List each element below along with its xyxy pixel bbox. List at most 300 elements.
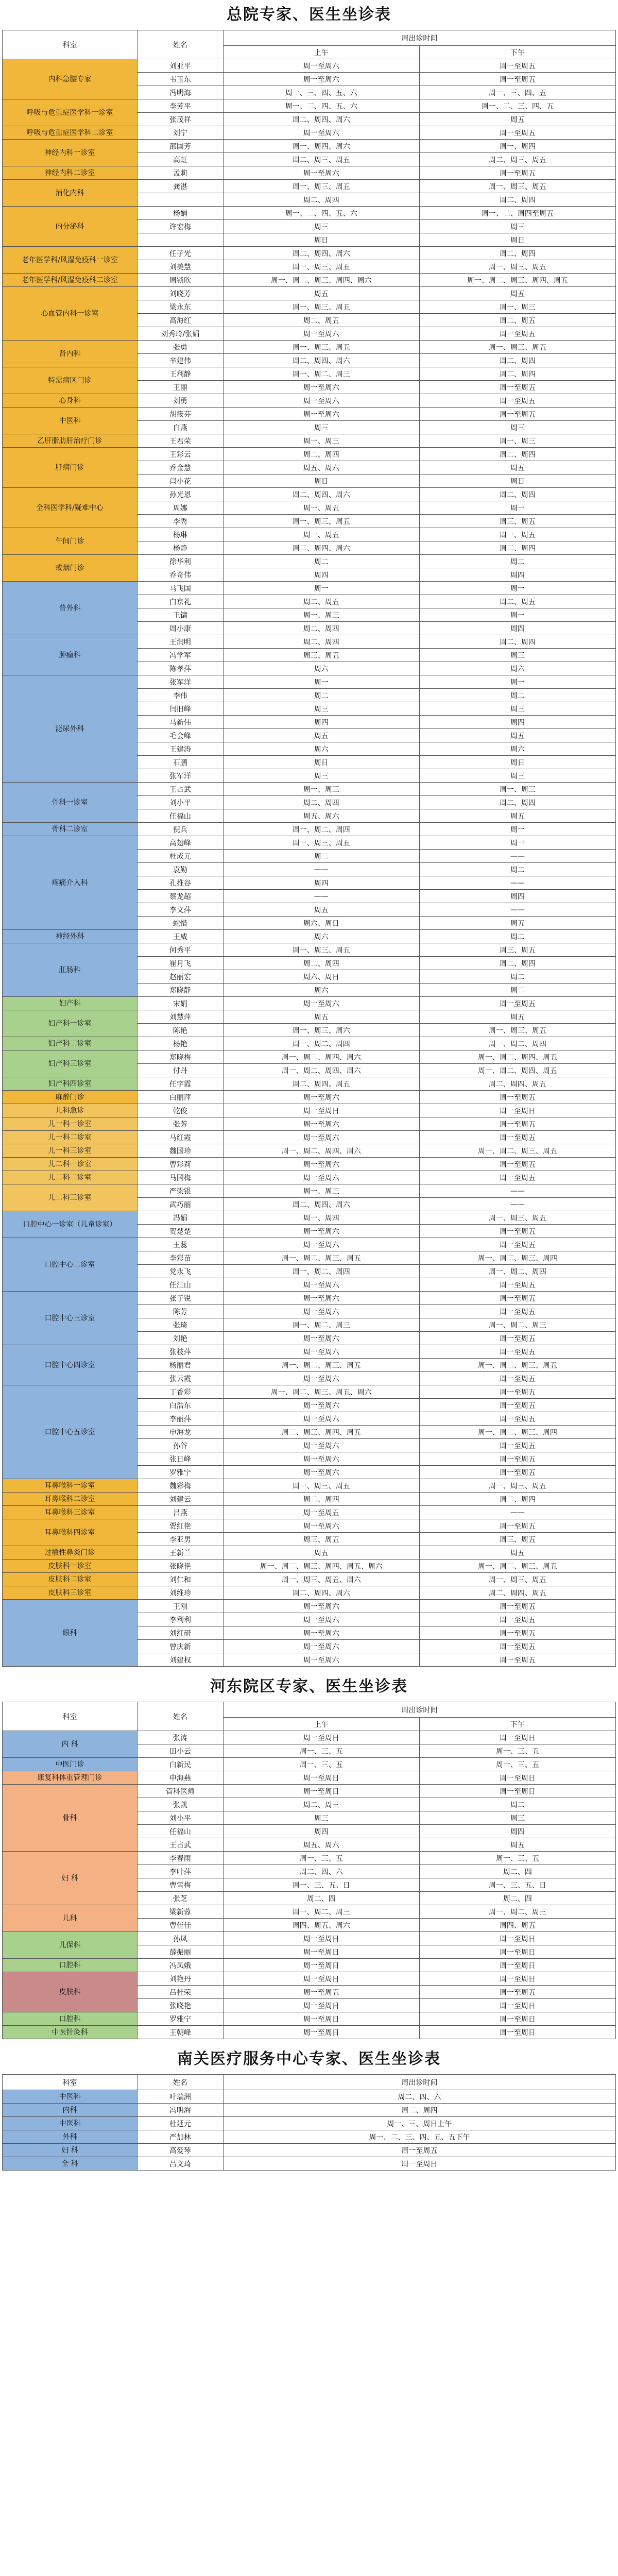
table-row	[3, 2104, 616, 2117]
am-schedule: 周一至周六	[223, 394, 419, 408]
dept-cell: 儿一科三诊室	[3, 1144, 138, 1158]
am-schedule: 周二、周四、周六	[223, 354, 419, 367]
pm-schedule: 周一、二、三、四、五	[419, 99, 615, 113]
schedule-table	[2, 2074, 616, 2171]
dept-cell: 耳鼻喉科三诊室	[3, 1506, 138, 1519]
doctor-name: 乾俊	[138, 1104, 224, 1117]
name-header: 姓名	[138, 1702, 224, 1731]
table-row	[3, 1852, 616, 1865]
doctor-name: 张凯	[138, 1798, 224, 1811]
table-row	[3, 1238, 616, 1251]
doctor-name: 李春雨	[138, 1852, 224, 1865]
table-row	[3, 1506, 616, 1519]
am-schedule: 周一至周六	[223, 1158, 419, 1171]
am-schedule: 周一、周三、周五	[223, 260, 419, 274]
doctor-name: 曾庆新	[138, 1640, 224, 1653]
pm-schedule: 周一、周三、周五	[419, 260, 615, 274]
doctor-name: 梁永东	[138, 300, 224, 314]
am-schedule: 周一、周三	[223, 1184, 419, 1198]
dept-cell: 肝病门诊	[3, 448, 138, 488]
pm-schedule: 周一、周三、周五	[419, 1479, 615, 1493]
doctor-name: 李芳平	[138, 99, 224, 113]
dept-cell: 口腔中心四诊室	[3, 1345, 138, 1385]
am-schedule: 周一至周日	[223, 1771, 419, 1785]
doctor-name: 张涛	[138, 1731, 224, 1744]
am-schedule: 周一至周六	[223, 1640, 419, 1653]
doctor-name: 贾红艳	[138, 1519, 224, 1533]
pm-schedule: 周五	[419, 729, 615, 742]
doctor-name: 周锁欣	[138, 274, 224, 287]
doctor-name: 刘亚平	[138, 59, 224, 73]
doctor-name: 张芝	[138, 1892, 224, 1905]
table-row	[3, 1158, 616, 1171]
doctor-name: 王利静	[138, 367, 224, 381]
table-row	[3, 635, 616, 649]
pm-schedule: 周二	[419, 930, 615, 943]
table-row	[3, 1184, 616, 1198]
am-schedule: 周三	[223, 421, 419, 434]
am-header: 上午	[223, 46, 419, 59]
table-row	[3, 408, 616, 421]
am-schedule: 周二、周五	[223, 314, 419, 327]
pm-schedule: 周二	[419, 555, 615, 568]
doctor-name: 武巧丽	[138, 1198, 224, 1211]
doctor-name: 何秀平	[138, 943, 224, 957]
pm-schedule: 周五	[419, 917, 615, 930]
am-schedule: 周六、周日	[223, 970, 419, 984]
am-schedule: 周一、三、五	[223, 1852, 419, 1865]
am-schedule: 周一至周日	[223, 1959, 419, 1972]
doctor-name: 许宏梅	[138, 220, 224, 233]
doctor-name: 马国梅	[138, 1171, 224, 1184]
doctor-name: 白燕	[138, 421, 224, 434]
am-schedule: 周一至周六	[223, 126, 419, 140]
am-schedule: 周二、周四	[223, 622, 419, 635]
pm-schedule: 周一、三、五	[419, 1852, 615, 1865]
dept-cell: 骨科	[3, 1785, 138, 1852]
pm-schedule: 周二、周四	[419, 488, 615, 501]
doctor-name: 孟莉	[138, 166, 224, 180]
pm-schedule: 周一、周二、周三、周五	[419, 1560, 615, 1573]
doctor-name: 周娜	[138, 501, 224, 515]
am-schedule: 周二、周四	[223, 635, 419, 649]
am-schedule: 周一、周三、周五、周六	[223, 1573, 419, 1586]
doctor-name: 乔奇伟	[138, 568, 224, 582]
pm-schedule: 周一	[419, 836, 615, 850]
doctor-name: 赵丽宏	[138, 970, 224, 984]
pm-schedule: 周五	[419, 809, 615, 823]
pm-schedule: ——	[419, 1184, 615, 1198]
pm-schedule: 周二	[419, 984, 615, 997]
pm-schedule: 周六	[419, 742, 615, 756]
dept-cell: 麻醉门诊	[3, 1091, 138, 1104]
am-schedule: 周一至周日	[223, 1972, 419, 1986]
doctor-name: 曹彩莉	[138, 1158, 224, 1171]
dept-cell: 儿二科二诊室	[3, 1171, 138, 1184]
doctor-name: 曹佳佳	[138, 1919, 224, 1932]
pm-schedule: 周一至周日	[419, 1932, 615, 1945]
dept-cell: 心身科	[3, 394, 138, 408]
doctor-name: 刘艳丹	[138, 1972, 224, 1986]
am-schedule: 周一至周六	[223, 1225, 419, 1238]
doctor-name: 孙凤	[138, 1932, 224, 1945]
dept-cell: 全科医学科/疑难中心	[3, 488, 138, 528]
am-schedule: 周二	[223, 689, 419, 702]
am-schedule: 周六	[223, 984, 419, 997]
am-schedule: 周一至周日	[223, 1104, 419, 1117]
pm-schedule: 周一	[419, 675, 615, 689]
am-schedule: 周二	[223, 555, 419, 568]
pm-schedule: ——	[419, 876, 615, 890]
pm-schedule: 周二、周四	[419, 354, 615, 367]
am-schedule: 周一、周三	[223, 434, 419, 448]
dept-cell: 呼吸与危重症医学科一诊室	[3, 99, 138, 126]
dept-cell: 骨科二诊室	[3, 823, 138, 836]
pm-schedule: 周一至周日	[419, 2026, 615, 2039]
am-schedule: 周四	[223, 716, 419, 729]
am-schedule: 周日	[223, 233, 419, 247]
pm-schedule: 周一	[419, 501, 615, 515]
pm-schedule: 周五	[419, 1546, 615, 1560]
schedule-section	[2, 2044, 616, 2171]
pm-schedule: 周一	[419, 823, 615, 836]
table-row	[3, 2157, 616, 2171]
table-row	[3, 1211, 616, 1225]
am-schedule: 周一、周二、周三	[223, 367, 419, 381]
doctor-name: 冯学军	[138, 649, 224, 662]
am-schedule: 周一至周六	[223, 1613, 419, 1626]
dept-cell: 耳鼻喉科一诊室	[3, 1479, 138, 1493]
doctor-name: 王君荣	[138, 434, 224, 448]
doctor-name: 贺楚楚	[138, 1225, 224, 1238]
doctor-name: 毛会峰	[138, 729, 224, 742]
doctor-name: 李亚男	[138, 1533, 224, 1546]
doctor-name: 李伟	[138, 689, 224, 702]
pm-schedule: 周一、周三	[419, 783, 615, 796]
pm-schedule: 周二	[419, 970, 615, 984]
am-schedule: 周五、周六	[223, 461, 419, 474]
table-row	[3, 997, 616, 1010]
table-row	[3, 1586, 616, 1600]
pm-schedule: 周二、周四	[419, 957, 615, 970]
pm-schedule: 周四	[419, 568, 615, 582]
doctor-name: 王新兰	[138, 1546, 224, 1560]
dept-cell: 内科	[3, 2104, 138, 2117]
doctor-name: 高海红	[138, 314, 224, 327]
pm-schedule: 周四	[419, 890, 615, 903]
dept-cell: 中医科	[3, 2117, 138, 2130]
doctor-name: 王蕊	[138, 1238, 224, 1251]
pm-schedule: 周五	[419, 461, 615, 474]
am-schedule: 周一至周五	[223, 1986, 419, 1999]
pm-schedule: 周三、周五	[419, 515, 615, 528]
pm-schedule: 周三	[419, 421, 615, 434]
table-row	[3, 2117, 616, 2130]
doctor-name: 申海龙	[138, 1426, 224, 1439]
dept-cell: 皮肤科三诊室	[3, 1586, 138, 1600]
pm-schedule: 周二、周四、周五	[419, 1077, 615, 1091]
dept-cell: 口腔中心二诊室	[3, 1238, 138, 1292]
am-schedule: 周五	[223, 1546, 419, 1560]
dept-cell: 康复科体重管理门诊	[3, 1771, 138, 1785]
am-schedule: 周二、周五	[223, 595, 419, 608]
dept-cell: 午间门诊	[3, 528, 138, 555]
am-schedule: 周一至周六	[223, 1653, 419, 1667]
pm-schedule: 周一至周五	[419, 1305, 615, 1318]
am-schedule: 周一至周六	[223, 327, 419, 341]
doctor-name: 冯明海	[138, 2104, 224, 2117]
doctor-name: 倪兵	[138, 823, 224, 836]
pm-schedule: 周二、周四	[419, 247, 615, 260]
section-title: 总院专家、医生坐诊表	[227, 6, 391, 24]
table-row	[3, 1104, 616, 1117]
dept-cell: 全 科	[3, 2157, 138, 2171]
am-schedule: 周六	[223, 930, 419, 943]
dept-cell: 普外科	[3, 582, 138, 635]
doctor-name: 任福山	[138, 809, 224, 823]
dept-cell: 老年医学科/风湿免疫科一诊室	[3, 247, 138, 274]
am-schedule: 周二、周四	[223, 193, 419, 207]
schedule-cell: 周一、三、周日上午	[223, 2117, 615, 2130]
am-schedule: 周五	[223, 729, 419, 742]
am-schedule: 周二、周四、周六	[223, 113, 419, 126]
am-schedule: 周五	[223, 287, 419, 300]
pm-schedule: 周一至周五	[419, 73, 615, 86]
am-schedule: 周二、周三、周四、周五	[223, 1426, 419, 1439]
table-row	[3, 207, 616, 220]
pm-schedule: 周一至周五	[419, 59, 615, 73]
am-schedule: 周一至周六	[223, 1292, 419, 1305]
doctor-name: 张茂祥	[138, 113, 224, 126]
doctor-name: 刘建权	[138, 1653, 224, 1667]
pm-schedule: 周一、周二、周三、周五	[419, 1144, 615, 1158]
table-row	[3, 1385, 616, 1399]
table-row	[3, 943, 616, 957]
pm-schedule: 周一至周五	[419, 1466, 615, 1479]
pm-schedule: 周二、周五	[419, 314, 615, 327]
pm-schedule: 周一至周五	[419, 1332, 615, 1345]
pm-schedule: 周一、周三、周五	[419, 1211, 615, 1225]
doctor-name: 邵国芳	[138, 140, 224, 153]
dept-cell: 儿一科二诊室	[3, 1131, 138, 1144]
doctor-name: 张勇	[138, 341, 224, 354]
doctor-name: 张晓艳	[138, 1560, 224, 1573]
table-row	[3, 1731, 616, 1744]
doctor-name: 崔月飞	[138, 957, 224, 970]
am-schedule: 周二、周四、周六	[223, 247, 419, 260]
table-row	[3, 1519, 616, 1533]
table-row	[3, 287, 616, 300]
am-schedule: 周一、周二、周四	[223, 1265, 419, 1278]
time-header: 周出诊时间	[223, 1702, 615, 1718]
schedule-cell: 周一、二、三、四、五、五下午	[223, 2130, 615, 2144]
pm-schedule: 周三	[419, 220, 615, 233]
doctor-name: 王润明	[138, 635, 224, 649]
doctor-name: 李利利	[138, 1613, 224, 1626]
doctor-name: 杨静	[138, 541, 224, 555]
pm-schedule: 周二、周四	[419, 367, 615, 381]
table-row	[3, 1144, 616, 1158]
pm-schedule: ——	[419, 850, 615, 863]
am-schedule: 周五	[223, 1010, 419, 1024]
pm-schedule: 周一至周五	[419, 997, 615, 1010]
pm-schedule: 周一至周五	[419, 1412, 615, 1426]
table-row	[3, 1932, 616, 1945]
table-row	[3, 59, 616, 73]
pm-header: 下午	[419, 1718, 615, 1731]
am-schedule: 周一至周六	[223, 1626, 419, 1640]
doctor-name: 冯娟	[138, 1211, 224, 1225]
pm-schedule: 周一、周二、周四	[419, 1265, 615, 1278]
dept-cell: 中医科	[3, 2090, 138, 2104]
header-row	[3, 2075, 616, 2090]
doctor-name: 刘小平	[138, 796, 224, 809]
doctor-name: 王威	[138, 930, 224, 943]
pm-schedule: 周二	[419, 1798, 615, 1811]
am-schedule: 周一、周三、周五	[223, 943, 419, 957]
doctor-name	[138, 233, 224, 247]
dept-cell: 儿一科一诊室	[3, 1117, 138, 1131]
pm-schedule: 周二、周五	[419, 595, 615, 608]
table-row	[3, 1785, 616, 1798]
am-schedule: 周一至周六	[223, 1600, 419, 1613]
pm-schedule: 周一至周五	[419, 327, 615, 341]
pm-schedule: 周一、周二、周三	[419, 1318, 615, 1332]
table-row	[3, 166, 616, 180]
doctor-name: 胡筱芬	[138, 408, 224, 421]
pm-schedule: 周一至周日	[419, 1785, 615, 1798]
doctor-name: 李丽萍	[138, 1412, 224, 1426]
pm-schedule: 周四	[419, 622, 615, 635]
doctor-name: 薛振丽	[138, 1945, 224, 1959]
dept-cell: 口腔中心五诊室	[3, 1385, 138, 1479]
doctor-name: 刘建云	[138, 1493, 224, 1506]
pm-schedule: 周一至周五	[419, 1640, 615, 1653]
doctor-name: 马红霞	[138, 1131, 224, 1144]
pm-schedule: 周一至周五	[419, 1385, 615, 1399]
am-schedule: 周一至周日	[223, 1945, 419, 1959]
am-schedule: 周二、周三	[223, 1798, 419, 1811]
doctor-name: 刘小平	[138, 1811, 224, 1825]
table-row	[3, 836, 616, 850]
am-schedule: 周一至周六	[223, 1412, 419, 1426]
am-schedule: 周一、周二、周四	[223, 1037, 419, 1050]
pm-schedule: 周三、周五	[419, 943, 615, 957]
table-row	[3, 930, 616, 943]
doctor-name: 王朝峰	[138, 2026, 224, 2039]
doctor-name: 张军洋	[138, 769, 224, 783]
pm-schedule: 周二、周四	[419, 1493, 615, 1506]
pm-schedule: 周二、四	[419, 1865, 615, 1878]
pm-schedule: 周一、周二、周四	[419, 1037, 615, 1050]
am-schedule: 周一、周三、周五	[223, 515, 419, 528]
doctor-name: 徐华利	[138, 555, 224, 568]
doctor-name: 袁勤	[138, 863, 224, 876]
table-row	[3, 180, 616, 193]
dept-cell: 口腔科	[3, 1959, 138, 1972]
am-schedule: 周二、周四	[223, 796, 419, 809]
doctor-name: 任子光	[138, 247, 224, 260]
dept-cell: 心血管内科一诊室	[3, 287, 138, 341]
am-schedule: ——	[223, 863, 419, 876]
doctor-name: 白京礼	[138, 595, 224, 608]
am-schedule: 周三、周五	[223, 649, 419, 662]
schedule-table	[2, 1702, 616, 2039]
pm-schedule: 周一至周五	[419, 1613, 615, 1626]
doctor-name: 冯明海	[138, 86, 224, 99]
am-schedule: 周二、四	[223, 1892, 419, 1905]
am-schedule: 周一至周五	[223, 1506, 419, 1519]
dept-cell: 儿二科三诊室	[3, 1184, 138, 1211]
table-row	[3, 555, 616, 568]
am-schedule: 周一、周三	[223, 608, 419, 622]
am-schedule: 周一、周二、周三、周五、周六	[223, 1385, 419, 1399]
am-schedule: ——	[223, 890, 419, 903]
schedule-cell: 周二、四、六	[223, 2090, 615, 2104]
dept-cell: 肿瘤科	[3, 635, 138, 675]
doctor-name: 刘勇	[138, 394, 224, 408]
dept-cell: 肛肠科	[3, 943, 138, 997]
doctor-name: 严梁银	[138, 1184, 224, 1198]
pm-schedule: 周一至周日	[419, 1972, 615, 1986]
am-schedule: 周一、周三、周五	[223, 300, 419, 314]
pm-schedule: 周一至周五	[419, 1292, 615, 1305]
pm-schedule: 周一至周五	[419, 1372, 615, 1385]
am-schedule: 周一	[223, 582, 419, 595]
dept-cell: 妇产科二诊室	[3, 1037, 138, 1050]
pm-schedule: 周一至周五	[419, 1600, 615, 1613]
am-schedule: 周二、周四、周六	[223, 1198, 419, 1211]
am-schedule: 周一至周六	[223, 1117, 419, 1131]
schedule-cell: 周一至周五	[223, 2144, 615, 2157]
dept-cell: 中医门诊	[3, 1758, 138, 1771]
am-schedule: 周二、周四	[223, 957, 419, 970]
am-schedule: 周一、周二、周四、周六	[223, 1050, 419, 1064]
dept-cell: 妇 科	[3, 1852, 138, 1905]
table-row	[3, 783, 616, 796]
pm-schedule: 周一至周日	[419, 2012, 615, 2026]
am-schedule: 周三、周五	[223, 1533, 419, 1546]
table-row	[3, 1131, 616, 1144]
pm-schedule: 周六	[419, 662, 615, 675]
table-row	[3, 2026, 616, 2039]
am-schedule: 周一至周六	[223, 1452, 419, 1466]
pm-schedule: 周四	[419, 716, 615, 729]
time-header: 周出诊时间	[223, 30, 615, 46]
pm-schedule: 周一至周五	[419, 166, 615, 180]
table-row	[3, 1758, 616, 1771]
dept-cell: 内分泌科	[3, 207, 138, 247]
header-row	[3, 30, 616, 46]
am-schedule: 周一至周日	[223, 1785, 419, 1798]
am-schedule: 周一、周四、周六	[223, 140, 419, 153]
doctor-name: 闫小花	[138, 474, 224, 488]
pm-schedule: 周一、周二、周三、周四	[419, 1426, 615, 1439]
table-row	[3, 582, 616, 595]
pm-schedule: 周二、周四	[419, 796, 615, 809]
pm-schedule: 周一至周五	[419, 1626, 615, 1640]
am-schedule: 周一、周三、周五	[223, 180, 419, 193]
am-schedule: 周一、二、四、五、六	[223, 207, 419, 220]
doctor-name: 陈孝萍	[138, 662, 224, 675]
schedule-cell: 周一至周日	[223, 2157, 615, 2171]
table-row	[3, 1091, 616, 1104]
table-row	[3, 1546, 616, 1560]
pm-schedule: 周一、周三、周五	[419, 1024, 615, 1037]
pm-schedule: 周四	[419, 1825, 615, 1838]
pm-schedule: 周三、周五	[419, 1533, 615, 1546]
doctor-name: 张晓艳	[138, 1999, 224, 2012]
